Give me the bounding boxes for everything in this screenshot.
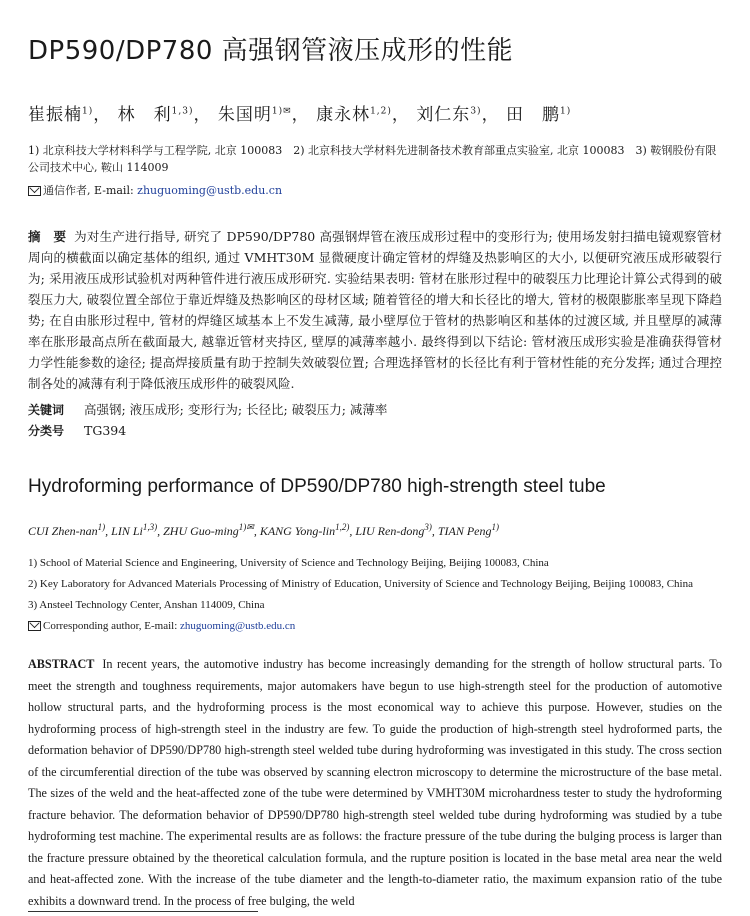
cn-abstract-label: 摘 要 <box>28 229 67 244</box>
envelope-icon <box>28 186 41 196</box>
footnote-rule <box>28 911 258 912</box>
en-abstract <box>28 654 722 912</box>
cn-abstract-text: 为对生产进行指导, 研究了 DP590/DP780 高强钢焊管在液压成形过程中的变形行为; 使用场发射扫描电镜观察管材周向的横截面以确定基体的组织, 通过 VMHT30M 显微硬度计确定管材的焊缝及热影响区的大小, 以便研究液压成形破裂行为; 采用液压成形试验机对两种管件进行液压成形研究. 实验结果表明: 管材在胀形过程中的破裂压力比理论计算公式得到的破裂压力大, 破裂位置全部位于靠近焊缝及热影响区的母材区域; 随着管径的增大和长径比的增大, 管材的极限膨胀率呈现下降趋势; 在自由胀形过程中, 管材的焊缝区域基本上不发生减薄, 最小壁厚位于管材的热影响区和基体的过渡区域, 并且壁厚的减薄率在胀形最高点所在截面最大, 越靠近管材夹持区, 壁厚的减薄率越小. 最终得到以下结论: 管材液压成形实验是准确获得管材力学性能参数的途径; 提高焊接质量有助于控制失效破裂位置; 合理选择管材的长径比有利于管材性能的充分发挥; 通过合理控制各处的减薄有利于降低液压成形件的破裂风险. <box>28 229 722 391</box>
en-title: Hydroforming performance of DP590/DP780 high-strength steel tube <box>28 476 606 497</box>
author: 康永林 <box>316 105 371 125</box>
author: 朱国明 <box>217 105 272 125</box>
cn-authors: 崔振楠$^{1)}$， 林 利$^{1,3)}$， 朱国明$^{1)✉}$， 康永林$^{1,2)}$， 刘仁东$^{3)}$， 田 鹏$^{1)}$ <box>28 105 572 125</box>
author: 崔振楠 <box>28 105 82 125</box>
author: 林 利 <box>117 105 172 125</box>
cn-title: DP590/DP780 高强钢管液压成形的性能 <box>28 36 514 66</box>
email-link[interactable]: zhuguoming@ustb.edu.cn <box>137 184 283 197</box>
envelope-icon <box>28 621 41 631</box>
en-affiliation-3: 3) Ansteel Technology Center, Anshan 114009, China <box>28 599 265 611</box>
cn-affiliations: 1) 北京科技大学材料科学与工程学院, 北京 100083 2) 北京科技大学材料先进制备技术教育部重点实验室, 北京 100083 3) 鞍钢股份有限公司技术中心, 鞍山 114009 <box>28 144 717 174</box>
en-corresponding: Corresponding author, E-mail: zhuguoming@ustb.edu.cn <box>28 620 295 632</box>
author: 田 鹏 <box>505 105 560 125</box>
en-abstract-label: ABSTRACT <box>28 657 95 671</box>
cn-classification: 分类号 TG394 <box>28 423 127 438</box>
cn-abstract <box>28 226 722 394</box>
en-affiliation-2: 2) Key Laboratory for Advanced Materials Processing of Ministry of Education, University of Science and Technology Beijing, Beijing 100083, China <box>28 578 693 590</box>
en-authors: CUI Zhen-nan$^{1)}$, LIN Li$^{1,3)}$, ZHU Guo-ming$^{1)✉}$, KANG Yong-lin$^{1,2)}$, LIU Ren-dong$^{3)}$, TIAN Peng$^{1)}$ <box>28 522 499 538</box>
cn-keywords: 关键词 高强钢; 液压成形; 变形行为; 长径比; 破裂压力; 减薄率 <box>28 402 388 417</box>
email-link[interactable]: zhuguoming@ustb.edu.cn <box>180 620 296 632</box>
cn-corresponding: 通信作者, E-mail: zhuguoming@ustb.edu.cn <box>28 182 282 199</box>
author: 刘仁东 <box>416 105 471 125</box>
en-abstract-text: In recent years, the automotive industry has become increasingly demanding for the strength of hollow structural parts. To meet the strength and toughness requirements, major automakers have begun to use high-strength steel for the production of automotive hollow structural parts, and the hydroforming process is the most economical way to achieve this purpose. However, studies on the hydroforming process of high-strength steel in the industry are few. To guide the production of high-strength steel hydroformed parts, the deformation behavior of DP590/DP780 high-strength steel welded tube during hydroforming was investigated in this study. The cross section of the circumferential direction of the tube was observed by scanning electron microscopy to determine the microstructure of the base metal. The sizes of the weld and the heat-affected zone of the tube were determined by VMHT30M microhardness tester to study the hydroforming fracture behavior. The deformation behavior of DP590/DP780 high-strength steel welded tube during hydroforming was studied by a tube hydroforming test machine. The experimental results are as follows: the fracture pressure of the tube during the bulging process is larger than the fracture pressure obtained by the theoretical calculation formula, and the rupture position is located in the base metal area near the weld and heat-affected zone. With the increase of the tube diameter and the length-to-diameter ratio, the maximum expansion ratio of the tube exhibits a downward trend. In the process of free bulging, the weld <box>28 657 722 908</box>
en-affiliation-1: 1) School of Material Science and Engineering, University of Science and Technology Beijing, Beijing 100083, China <box>28 557 549 569</box>
